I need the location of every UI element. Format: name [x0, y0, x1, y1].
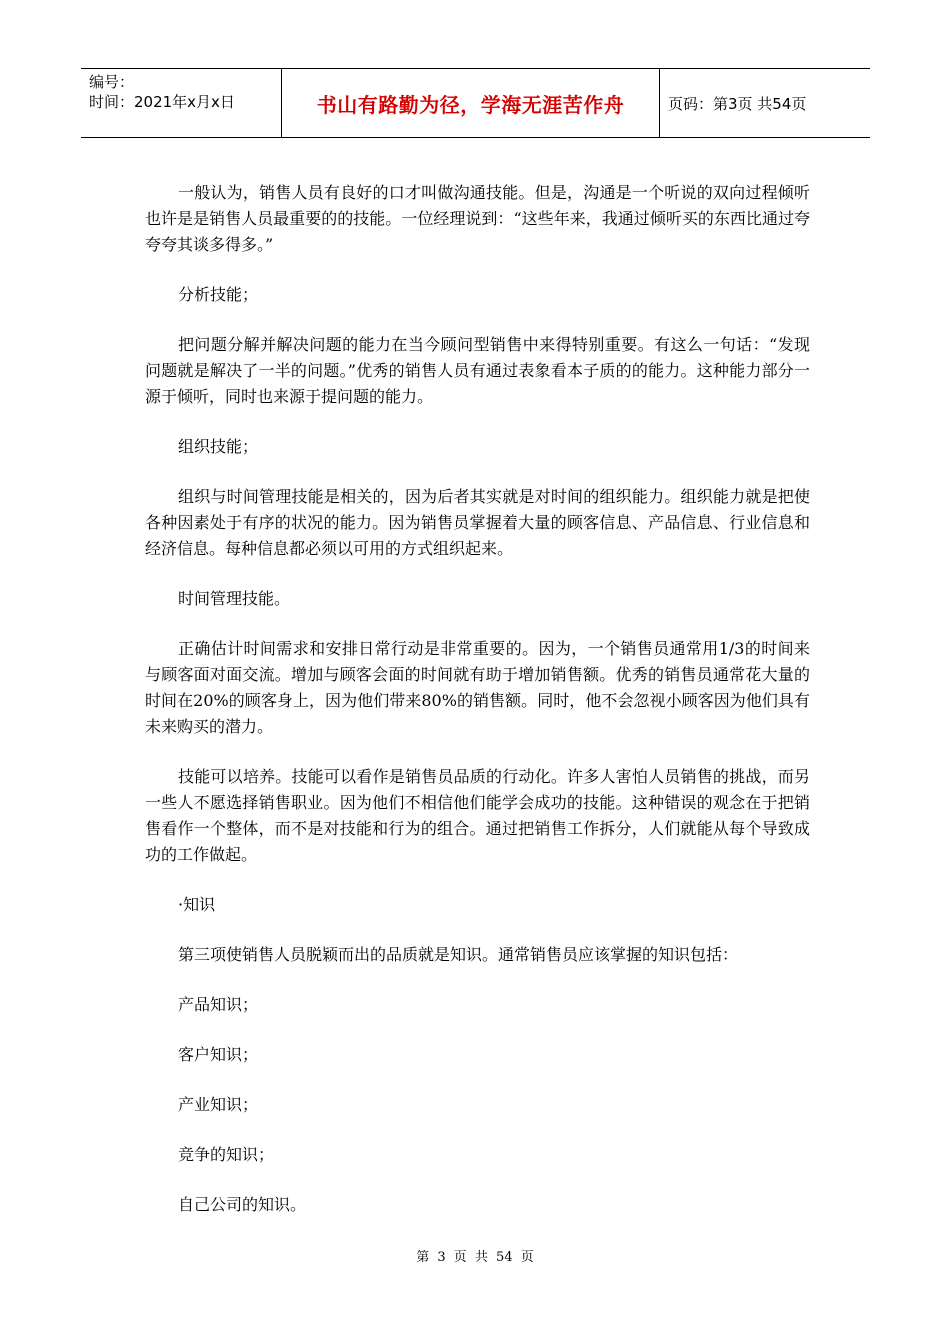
section-heading: 分析技能；	[178, 285, 259, 304]
list-item: 产业知识；	[178, 1095, 259, 1114]
page-header	[81, 68, 870, 138]
paragraph: 一般认为，销售人员有良好的口才叫做沟通技能。但是，沟通是一个听说的双向过程倾听也许是是销售人员最重要的的技能。一位经理说到：“这些年来，我通过倾听买的东西比通过夸夸夸其谈多得多。”	[145, 183, 810, 254]
list-item: 自己公司的知识。	[178, 1195, 307, 1214]
section-heading: 组织技能；	[178, 437, 259, 456]
list-item: 客户知识；	[178, 1045, 259, 1064]
paragraph: 把问题分解并解决问题的能力在当今顾问型销售中来得特别重要。有这么一句话：“发现问题就是解决了一半的问题。”优秀的销售人员有通过表象看本子质的的能力。这种能力部分一源于倾听，同时也来源于提问题的能力。	[145, 335, 810, 406]
paragraph: 正确估计时间需求和安排日常行动是非常重要的。因为，一个销售员通常用1/3的时间来与顾客面对面交流。增加与顾客会面的时间就有助于增加销售额。优秀的销售员通常花大量的时间在20%的顾客身上，因为他们带来80%的销售额。同时，他不会忽视小顾客因为他们具有未来购买的潜力。	[145, 639, 810, 736]
header-meta	[81, 69, 282, 137]
header-page-info: 页码：第3页 共54页	[668, 94, 807, 113]
list-item: 产品知识；	[178, 995, 259, 1014]
paragraph: 组织与时间管理技能是相关的，因为后者其实就是对时间的组织能力。组织能力就是把使各种因素处于有序的状况的能力。因为销售员掌握着大量的顾客信息、产品信息、行业信息和经济信息。每种信息都必须以可用的方式组织起来。	[145, 487, 810, 558]
document-time-label: 时间：2021年x月x日	[89, 93, 235, 111]
paragraph: 技能可以培养。技能可以看作是销售员品质的行动化。许多人害怕人员销售的挑战，而另一些人不愿选择销售职业。因为他们不相信他们能学会成功的技能。这种错误的观念在于把销售看作一个整体，而不是对技能和行为的组合。通过把销售工作拆分，人们就能从每个导致成功的工作做起。	[145, 767, 810, 864]
document-body	[145, 180, 810, 1242]
list-item: 竞争的知识；	[178, 1145, 275, 1164]
section-heading: ·知识	[178, 895, 216, 914]
page-footer: 第 3 页 共 54 页	[416, 1250, 534, 1265]
document-number-label: 编号：	[89, 73, 135, 91]
section-heading: 时间管理技能。	[178, 589, 291, 608]
paragraph: 第三项使销售人员脱颖而出的品质就是知识。通常销售员应该掌握的知识包括：	[178, 945, 739, 964]
header-motto: 书山有路勤为径，学海无涯苦作舟	[282, 69, 660, 137]
